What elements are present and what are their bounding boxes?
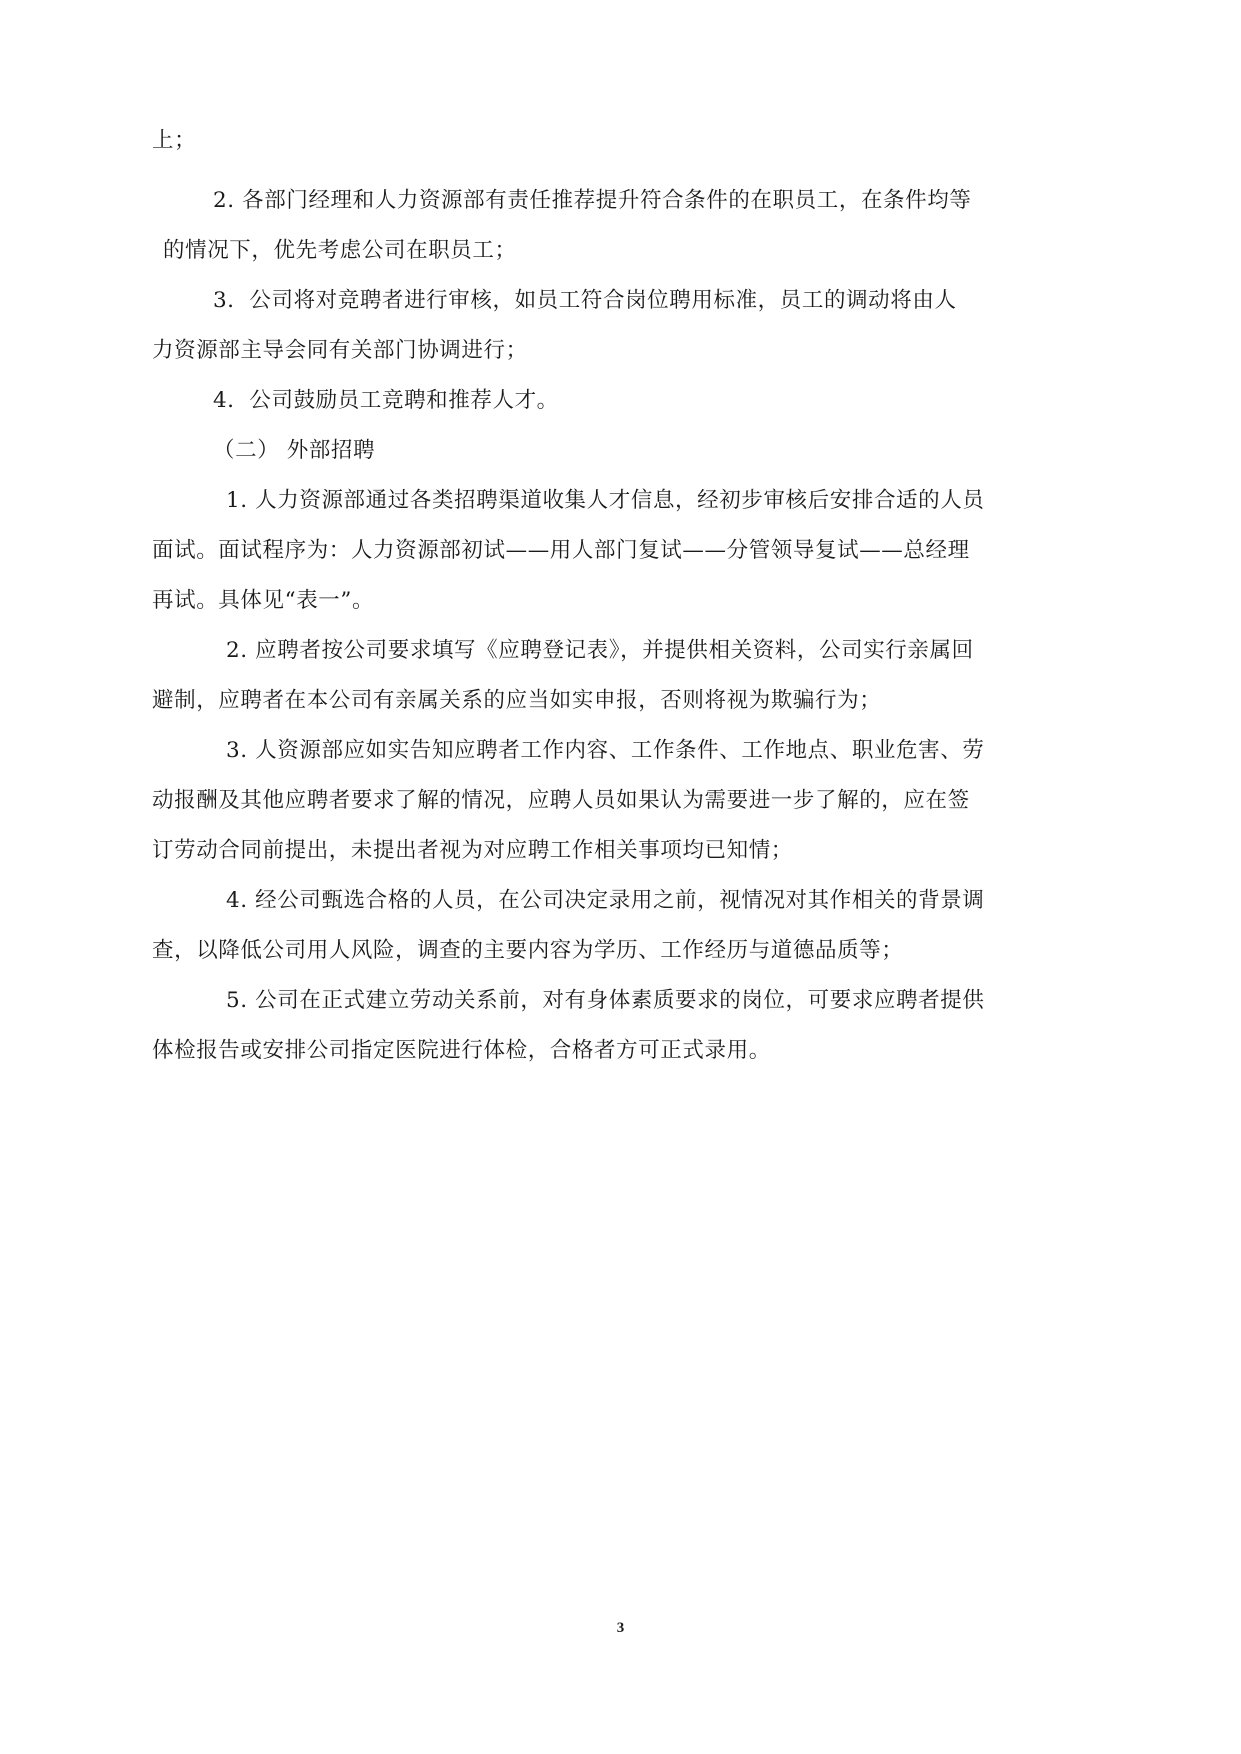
text-line: 避制，应聘者在本公司有亲属关系的应当如实申报，否则将视为欺骗行为； <box>152 688 882 713</box>
text-line-continuation: 上； <box>152 128 197 153</box>
text-line: 体检报告或安排公司指定医院进行体检，合格者方可正式录用。 <box>152 1038 771 1063</box>
text-line: 动报酬及其他应聘者要求了解的情况，应聘人员如果认为需要进一步了解的，应在签 <box>152 788 970 813</box>
text-line: 的情况下，优先考虑公司在职员工； <box>163 238 517 263</box>
text-line: 面试。面试程序为：人力资源部初试——用人部门复试——分管领导复试——总经理 <box>152 538 970 563</box>
text-line-item-2: 2. 各部门经理和人力资源部有责任推荐提升符合条件的在职员工，在条件均等 <box>213 188 972 213</box>
text-line: 订劳动合同前提出，未提出者视为对应聘工作相关事项均已知情； <box>152 838 793 863</box>
text-line-item-2: 2. 应聘者按公司要求填写《应聘登记表》，并提供相关资料，公司实行亲属回 <box>226 638 974 663</box>
text-line: 再试。具体见“表一”。 <box>152 588 375 613</box>
text-line-item-3: 3. 人资源部应如实告知应聘者工作内容、工作条件、工作地点、职业危害、劳 <box>226 738 985 763</box>
text-line-item-4: 4．公司鼓励员工竞聘和推荐人才。 <box>213 388 559 413</box>
page-number: 3 <box>616 1620 625 1636</box>
text-line-item-4: 4. 经公司甄选合格的人员，在公司决定录用之前，视情况对其作相关的背景调 <box>226 888 985 913</box>
text-line-item-3: 3．公司将对竞聘者进行审核，如员工符合岗位聘用标准，员工的调动将由人 <box>213 288 957 313</box>
text-line-item-1: 1. 人力资源部通过各类招聘渠道收集人才信息，经初步审核后安排合适的人员 <box>226 488 985 513</box>
section-heading-external-recruitment: （二） 外部招聘 <box>213 438 376 463</box>
text-line-item-5: 5. 公司在正式建立劳动关系前，对有身体素质要求的岗位，可要求应聘者提供 <box>226 988 985 1013</box>
text-line: 查，以降低公司用人风险，调查的主要内容为学历、工作经历与道德品质等； <box>152 938 904 963</box>
text-line: 力资源部主导会同有关部门协调进行； <box>152 338 528 363</box>
